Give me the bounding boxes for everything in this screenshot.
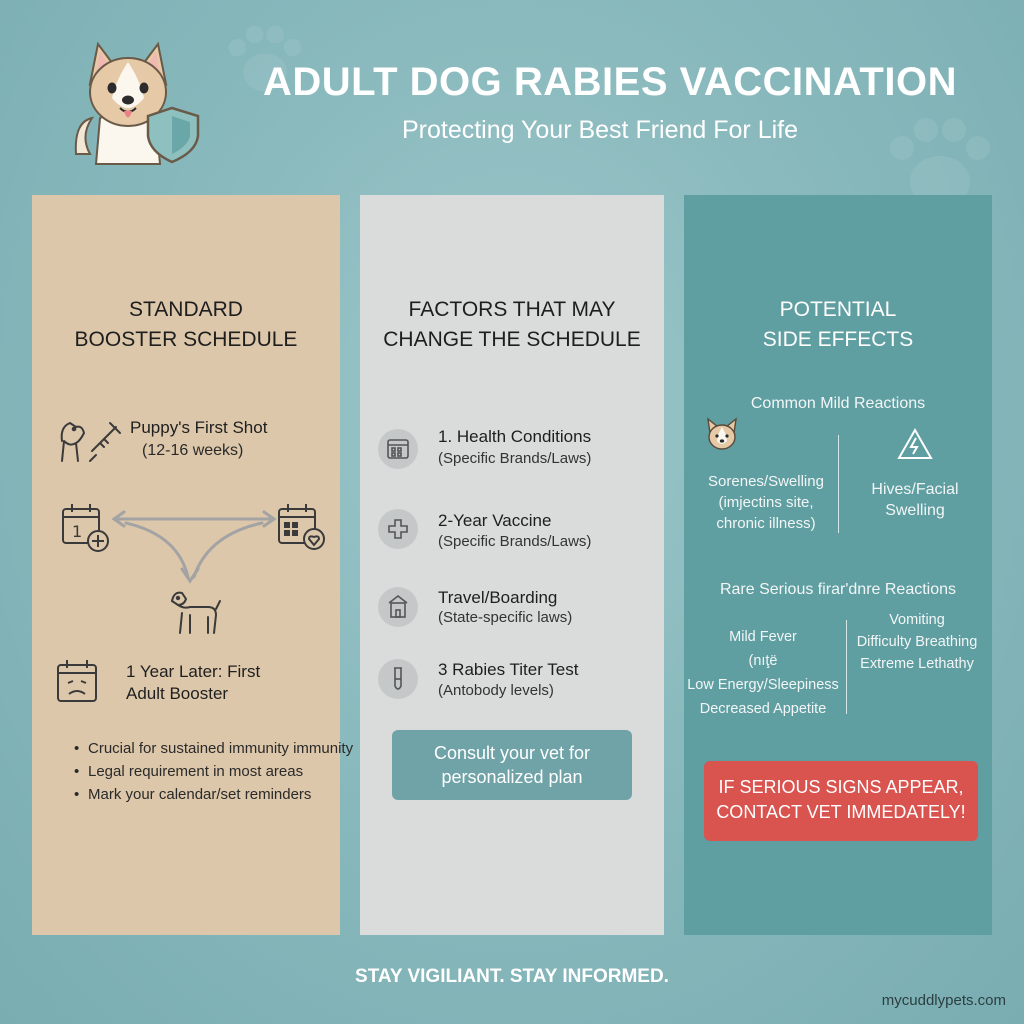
building-icon [378, 587, 418, 627]
svg-text:1: 1 [72, 522, 83, 541]
contact-vet-alert: IF SERIOUS SIGNS APPEAR, CONTACT VET IMMEDATELY! [704, 761, 978, 841]
test-tube-icon [378, 659, 418, 699]
effect-item: Difficulty Breathing [856, 634, 978, 650]
soreness-effect: Sorenes/Swelling (imjectins site, chronic illness) [708, 473, 824, 532]
first-shot-label: Puppy's First Shot [130, 418, 268, 437]
adult-booster-label: Adult Booster [126, 684, 229, 703]
factor-title: 2-Year Vaccine [438, 511, 552, 530]
schedule-bullets [74, 737, 354, 806]
factor-subtitle: (Antobody levels) [438, 682, 554, 699]
first-shot-age: (12-16 weeks) [142, 442, 244, 459]
common-reactions-title: Common Mild Reactions [750, 395, 926, 412]
booster-schedule-heading: STANDARD BOOSTER SCHEDULE [74, 298, 298, 351]
factor-title: 1. Health Conditions [438, 427, 592, 446]
calendar-heart-icon [276, 501, 326, 553]
rare-effects-right [850, 609, 984, 675]
dog-shield-logo [68, 26, 208, 166]
effect-item: Low Energy/Sleepiness [687, 677, 839, 693]
calendar-plus-icon [60, 501, 110, 553]
bullet-item: • Crucial for sustained immunity immunity [74, 737, 354, 760]
factor-title: Travel/Boarding [438, 588, 558, 607]
factor-subtitle: (Specific Brands/Laws) [438, 450, 592, 467]
side-effects-heading: POTENTIAL SIDE EFFECTS [762, 298, 914, 351]
effect-item: (nıţë [748, 653, 778, 669]
page-subtitle: Protecting Your Best Friend For Life [401, 116, 799, 144]
factors-panel [360, 195, 664, 935]
rare-effects-left [684, 625, 842, 721]
side-effects-panel [684, 195, 992, 935]
consult-vet-button[interactable]: Consult your vet for personalized plan [392, 730, 632, 800]
factors-heading: FACTORS THAT MAY CHANGE THE SCHEDULE [383, 298, 641, 351]
effect-item: Vomiting [889, 612, 945, 628]
bullet-item: • Mark your calendar/set reminders [74, 783, 354, 806]
adult-dog-icon [164, 587, 222, 637]
column-divider [838, 435, 839, 533]
schedule-arrows [108, 505, 280, 587]
puppy-syringe-icon [52, 411, 130, 467]
effect-item: Mild Fever [729, 629, 797, 645]
medical-cross-icon [378, 509, 418, 549]
dog-face-icon [702, 417, 742, 453]
site-url: mycuddlypets.com [881, 992, 1006, 1009]
booster-schedule-panel [32, 195, 354, 935]
effect-item: Extreme Lethathy [860, 656, 974, 672]
column-divider [846, 620, 847, 714]
calendar-grid-icon [378, 429, 418, 469]
warning-bolt-icon [896, 427, 934, 461]
factor-title: 3 Rabies Titer Test [438, 660, 579, 679]
factor-subtitle: (Specific Brands/Laws) [438, 533, 592, 550]
factor-subtitle: (State-specific laws) [438, 609, 573, 626]
year-later-label: 1 Year Later: First [126, 662, 261, 681]
page-title: ADULT DOG RABIES VACCINATION [263, 60, 957, 104]
bullet-item: • Legal requirement in most areas [74, 760, 354, 783]
rare-reactions-title: Rare Serious ﬁrar'dnre Reactions [719, 581, 957, 598]
footer-tagline: STAY VIGILIANT. STAY INFORMED. [355, 966, 669, 987]
hives-effect: Hives/Facial Swelling [871, 481, 959, 519]
calendar-sad-icon [54, 657, 102, 707]
effect-item: Decreased Appetite [699, 701, 827, 717]
